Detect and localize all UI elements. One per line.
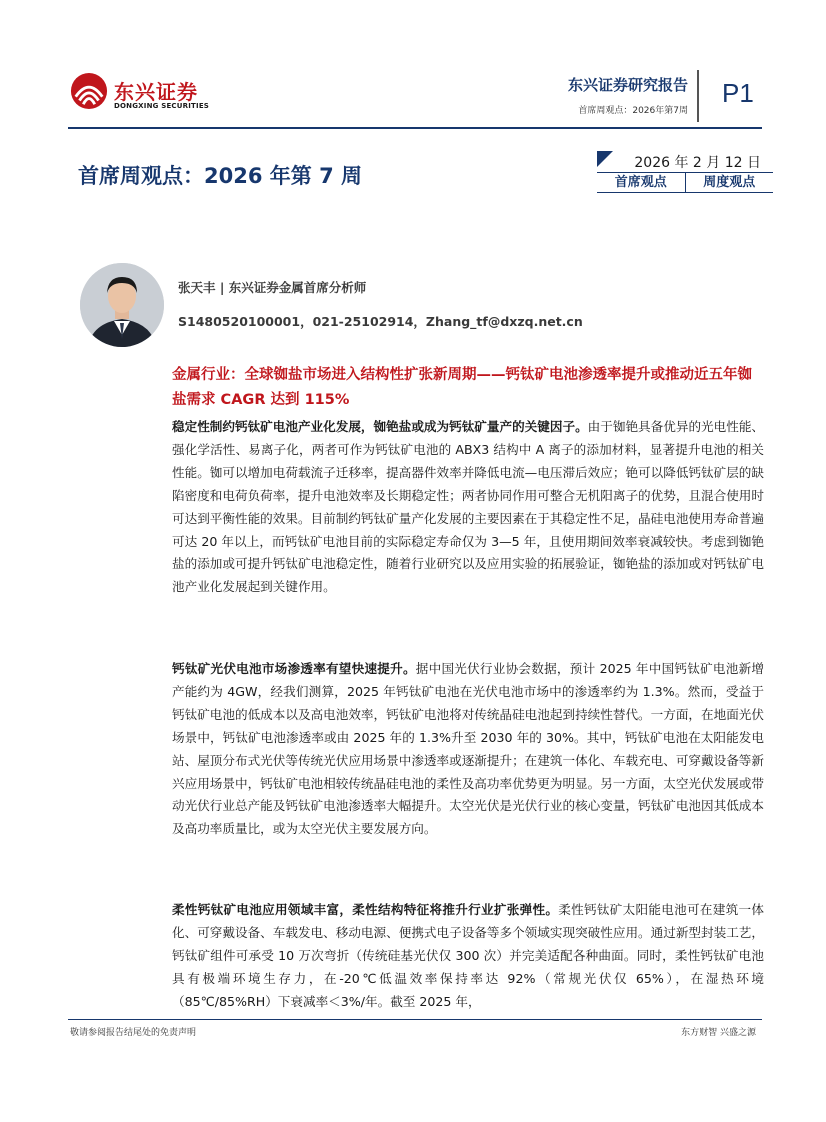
paragraph-body: 由于铷铯具备优异的光电性能、强化学活性、易离子化，两者可作为钙钛矿电池的 ABX3 结构中 A 离子的添加材料，显著提升电池的相关性能。铷可以增加电荷载流子迁移率，提高器件效率并降低电流—电压滞后效应；铯可以降低钙钛矿层的缺陷密度和电荷负荷率，提升电池效率及长期稳定性；两者协同作用可整合无机阳离子的优势，且混合使用时可达到平衡性能的效果。目前制约钙钛矿量产化发展的主要因素在于其稳定性不足，晶硅电池使用寿命普遍可达 20 年以上，而钙钛矿电池目前的实际稳定寿命仅为 3—5 年，且使用期间效率衰减较快。考虑到铷铯盐的添加或可提升钙钛矿电池稳定性，随着行业研究以及应用实验的拓展验证，铷铯盐的添加或对钙钛矿电池产业化发展起到关键作用。 [172,419,765,595]
report-date: 2026 年 2 月 12 日 [634,155,761,171]
header-rule [68,127,762,129]
logo-mark-icon [70,72,108,110]
paragraph-lead: 柔性钙钛矿电池应用领域丰富，柔性结构特征将推升行业扩张弹性。 [172,902,559,917]
paragraph-lead: 钙钛矿光伏电池市场渗透率有望快速提升。 [172,661,416,676]
paragraph-3 [172,899,764,1014]
page-number: P1 [722,78,754,108]
category-tags [597,173,773,193]
headline: 金属行业：全球铷盐市场进入结构性扩张新周期——钙钛矿电池渗透率提升或推动近五年铷盐需求 CAGR 达到 115% [172,367,752,408]
corner-triangle-icon [597,151,613,167]
report-type: 东兴证券研究报告 [567,76,688,94]
paragraph-1 [172,416,764,599]
tag-chief-view: 首席观点 [614,175,667,190]
disclaimer-note: 敬请参阅报告结尾处的免责声明 [70,1028,197,1038]
logo-name-en: DONGXING SECURITIES [114,102,210,110]
report-series: 首席周观点：2026年第7周 [578,106,688,116]
company-slogan: 东方财智 兴盛之源 [681,1028,756,1038]
author-portrait-icon [80,263,164,347]
paragraph-body: 据中国光伏行业协会数据，预计 2025 年中国钙钛矿电池新增产能约为 4GW，经我们测算，2025 年钙钛矿电池在光伏电池市场中的渗透率约为 1.3%。然而，受益于钙钛矿电池的低成本以及高电池效率，钙钛矿电池将对传统晶硅电池起到持续性替代。一方面，在地面光伏场景中，钙钛矿电池渗透率或由 2025 年的 1.3%升至 2030 年的 30%。其中，钙钛矿电池在太阳能发电站、屋顶分布式光伏等传统光伏应用场景中渗透率或逐渐提升；在建筑一体化、车载充电、可穿戴设备等新兴应用场景中，钙钛矿电池相较传统晶硅电池的柔性及高功率优势更为明显。另一方面，太空光伏发展或带动光伏行业总产能及钙钛矿电池渗透率大幅提升。太空光伏是光伏行业的核心变量，钙钛矿电池因其低成本及高功率质量比，或为太空光伏主要发展方向。 [172,661,765,837]
paragraph-2 [172,658,764,841]
author-contact: S1480520100001，021-25102914，Zhang_tf@dxzq.net.cn [178,314,583,329]
paragraph-lead: 稳定性制约钙钛矿电池产业化发展，铷铯盐或成为钙钛矿量产的关键因子。 [172,419,588,434]
author-name: 张天丰 | 东兴证券金属首席分析师 [178,280,367,295]
page-title: 首席周观点：2026 年第 7 周 [78,164,362,188]
footer-rule [68,1019,762,1020]
author-avatar [80,263,164,347]
company-logo [70,72,210,116]
header-divider [697,70,699,122]
logo-name-cn: 东兴证券 [114,80,198,104]
tag-weekly-view: 周度观点 [685,173,774,192]
date-box [597,151,773,193]
paragraph-body: 柔性钙钛矿太阳能电池可在建筑一体化、可穿戴设备、车载发电、移动电源、便携式电子设备等多个领域实现突破性应用。通过新型封装工艺，钙钛矿组件可承受 10 万次弯折（传统硅基光伏仅 300 次）并完美适配各种曲面。同时，柔性钙钛矿电池具有极端环境生存力，在-20℃低温效率保持率达 92%（常规光伏仅 65%），在湿热环境（85℃/85%RH）下衰减率＜3%/年。截至 2025 年， [172,902,765,1009]
